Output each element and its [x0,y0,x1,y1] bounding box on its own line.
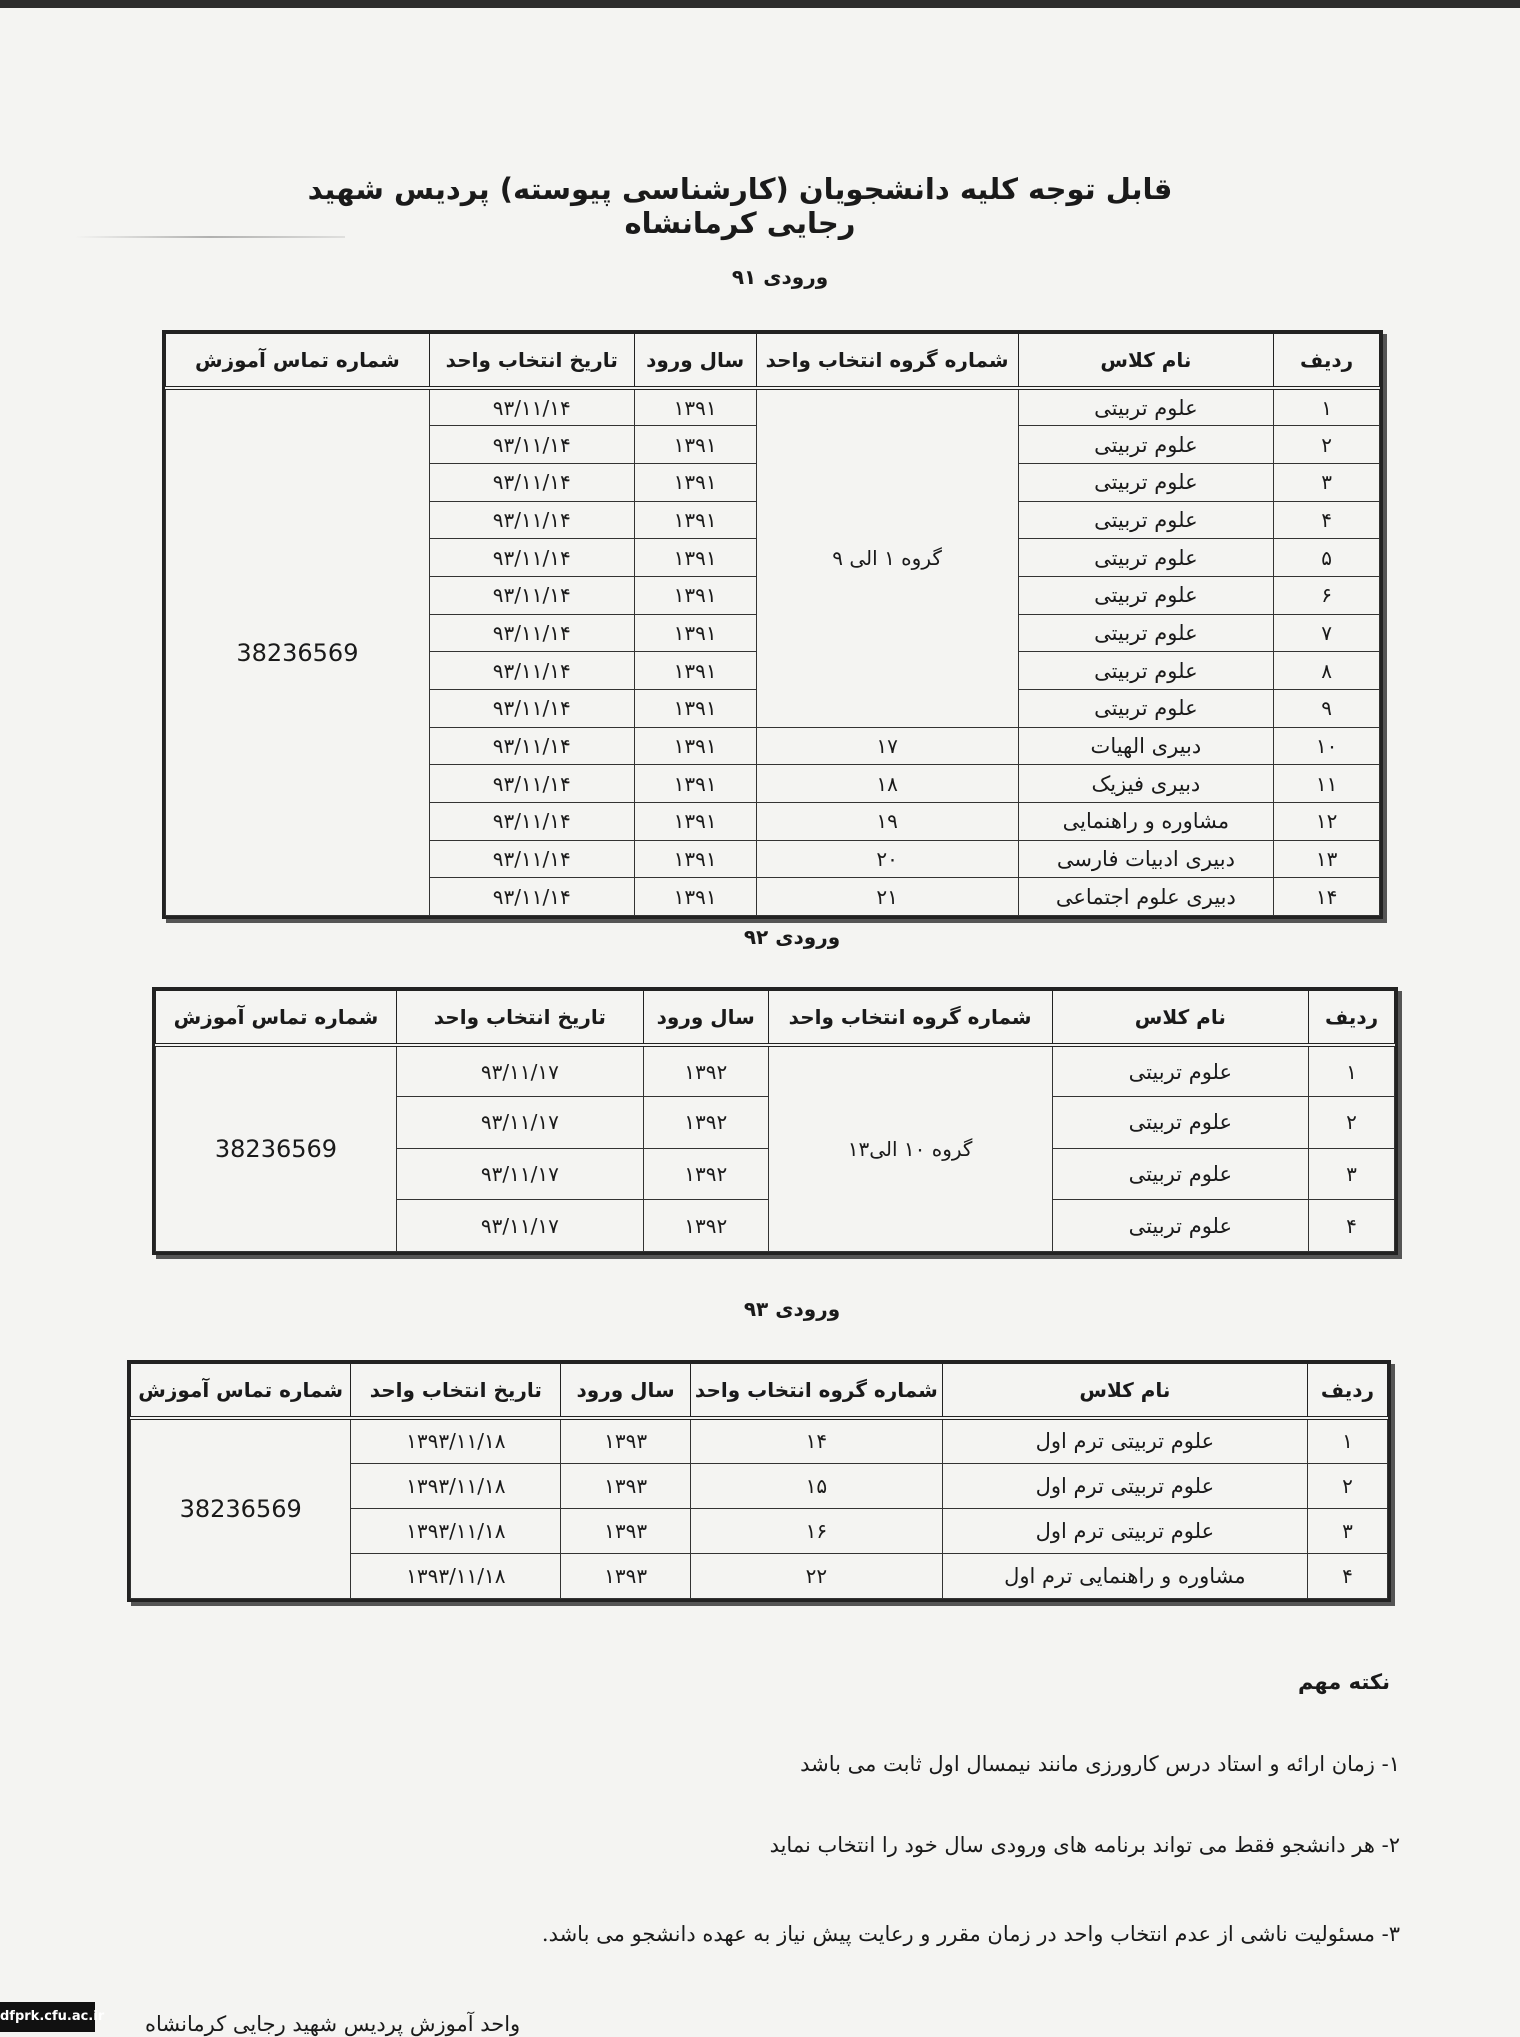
page-title: قابل توجه کلیه دانشجویان (کارشناسی پیوسته) پردیس شهید رجایی کرمانشاه [307,172,1173,240]
notes-title: نکته مهم [1297,1670,1390,1694]
cell-date: ۹۳/۱۱/۱۴ [429,388,634,426]
cell-class-name: علوم تربیتی [1052,1045,1309,1097]
cell-entry-year: ۱۳۹۲ [643,1097,768,1149]
header-contact: شماره تماس آموزش [166,334,430,389]
cell-group: گروه ۱ الی ۹ [756,388,1018,727]
cell-class-name: علوم تربیتی [1052,1097,1309,1149]
cell-date: ۹۳/۱۱/۱۴ [429,426,634,464]
header-group: شماره گروه انتخاب واحد [768,991,1052,1046]
cell-entry-year: ۱۳۹۱ [634,652,756,690]
cell-class-name: دبیری علوم اجتماعی [1018,878,1274,916]
cell-date: ۹۳/۱۱/۱۷ [396,1200,643,1252]
cell-class-name: علوم تربیتی [1018,652,1274,690]
scan-top-border [0,0,1520,8]
cell-entry-year: ۱۳۹۲ [643,1200,768,1252]
header-date: تاریخ انتخاب واحد [429,334,634,389]
header-date: تاریخ انتخاب واحد [351,1364,561,1419]
cell-group: ۲۱ [756,878,1018,916]
cell-entry-year: ۱۳۹۱ [634,614,756,652]
cell-date: ۹۳/۱۱/۱۴ [429,689,634,727]
cell-entry-year: ۱۳۹۱ [634,388,756,426]
contact-phone: 38236569 [131,1418,351,1599]
cell-entry-year: ۱۳۹۳ [561,1553,691,1598]
cell-entry-year: ۱۳۹۱ [634,878,756,916]
cell-class-name: علوم تربیتی [1018,576,1274,614]
cell-radif: ۳ [1309,1148,1395,1200]
cell-radif: ۹ [1274,689,1380,727]
cell-radif: ۱ [1309,1045,1395,1097]
cell-group: ۱۷ [756,727,1018,765]
cell-radif: ۱۱ [1274,765,1380,803]
cell-class-name: علوم تربیتی [1018,501,1274,539]
cell-entry-year: ۱۳۹۱ [634,463,756,501]
header-contact: شماره تماس آموزش [156,991,397,1046]
cell-date: ۹۳/۱۱/۱۴ [429,614,634,652]
cell-class-name: علوم تربیتی [1052,1200,1309,1252]
header-entry-year: سال ورود [643,991,768,1046]
cell-date: ۱۳۹۳/۱۱/۱۸ [351,1508,561,1553]
cell-date: ۱۳۹۳/۱۱/۱۸ [351,1553,561,1598]
cell-group: ۱۸ [756,765,1018,803]
cell-class-name: علوم تربیتی ترم اول [942,1418,1307,1463]
cell-group: گروه ۱۰ الی۱۳ [768,1045,1052,1252]
cell-radif: ۱۴ [1274,878,1380,916]
contact-phone: 38236569 [156,1045,397,1252]
cell-class-name: علوم تربیتی [1052,1148,1309,1200]
table-entry-91 [162,330,1383,919]
cell-date: ۹۳/۱۱/۱۴ [429,878,634,916]
cell-class-name: مشاوره و راهنمایی ترم اول [942,1553,1307,1598]
cell-class-name: علوم تربیتی ترم اول [942,1508,1307,1553]
cell-date: ۹۳/۱۱/۱۴ [429,727,634,765]
cell-radif: ۳ [1274,463,1380,501]
cell-entry-year: ۱۳۹۳ [561,1418,691,1463]
cell-class-name: دبیری الهیات [1018,727,1274,765]
cell-date: ۹۳/۱۱/۱۷ [396,1045,643,1097]
contact-phone: 38236569 [166,388,430,916]
table-entry-92 [152,987,1398,1255]
cell-class-name: مشاوره و راهنمایی [1018,802,1274,840]
header-class-name: نام کلاس [942,1364,1307,1419]
cell-radif: ۱۳ [1274,840,1380,878]
header-entry-year: سال ورود [634,334,756,389]
table-entry-93 [127,1360,1391,1602]
cell-date: ۹۳/۱۱/۱۴ [429,802,634,840]
cell-entry-year: ۱۳۹۱ [634,840,756,878]
cell-radif: ۳ [1307,1508,1387,1553]
section-title-92: ورودی ۹۲ [743,925,841,949]
cell-class-name: علوم تربیتی [1018,689,1274,727]
cell-radif: ۲ [1274,426,1380,464]
cell-date: ۹۳/۱۱/۱۴ [429,652,634,690]
header-entry-year: سال ورود [561,1364,691,1419]
cell-radif: ۱۲ [1274,802,1380,840]
footer-signature: واحد آموزش پردیس شهید رجایی کرمانشاه [145,2012,521,2036]
cell-group: ۲۲ [690,1553,942,1598]
cell-group: ۱۶ [690,1508,942,1553]
cell-radif: ۴ [1274,501,1380,539]
table-row [156,1045,1395,1097]
header-class-name: نام کلاس [1052,991,1309,1046]
header-group: شماره گروه انتخاب واحد [690,1364,942,1419]
header-contact: شماره تماس آموزش [131,1364,351,1419]
cell-radif: ۵ [1274,539,1380,577]
header-radif: ردیف [1274,334,1380,389]
cell-entry-year: ۱۳۹۳ [561,1508,691,1553]
table-header-row [131,1364,1388,1419]
note-item: ۱- زمان ارائه و استاد درس کارورزی مانند نیمسال اول ثابت می باشد [800,1752,1400,1776]
cell-class-name: علوم تربیتی ترم اول [942,1463,1307,1508]
cell-radif: ۷ [1274,614,1380,652]
table-header-row [156,991,1395,1046]
cell-entry-year: ۱۳۹۲ [643,1045,768,1097]
note-item: ۲- هر دانشجو فقط می تواند برنامه های ورودی سال خود را انتخاب نماید [769,1833,1400,1857]
cell-entry-year: ۱۳۹۳ [561,1463,691,1508]
cell-entry-year: ۱۳۹۱ [634,727,756,765]
header-date: تاریخ انتخاب واحد [396,991,643,1046]
cell-radif: ۶ [1274,576,1380,614]
cell-class-name: دبیری ادبیات فارسی [1018,840,1274,878]
cell-class-name: علوم تربیتی [1018,463,1274,501]
watermark-badge[interactable]: dfprk.cfu.ac.ir [0,2002,95,2032]
cell-group: ۱۵ [690,1463,942,1508]
table-header-row [166,334,1380,389]
table-row [131,1418,1388,1463]
cell-entry-year: ۱۳۹۱ [634,802,756,840]
section-title-93: ورودی ۹۳ [743,1297,841,1321]
cell-entry-year: ۱۳۹۱ [634,539,756,577]
cell-date: ۹۳/۱۱/۱۴ [429,840,634,878]
cell-radif: ۴ [1309,1200,1395,1252]
cell-radif: ۸ [1274,652,1380,690]
cell-class-name: علوم تربیتی [1018,539,1274,577]
cell-class-name: علوم تربیتی [1018,388,1274,426]
cell-radif: ۱ [1307,1418,1387,1463]
cell-entry-year: ۱۳۹۲ [643,1148,768,1200]
cell-entry-year: ۱۳۹۱ [634,576,756,614]
cell-radif: ۱۰ [1274,727,1380,765]
note-item: ۳- مسئولیت ناشی از عدم انتخاب واحد در زمان مقرر و رعایت پیش نیاز به عهده دانشجو می باشد. [541,1922,1400,1946]
cell-class-name: دبیری فیزیک [1018,765,1274,803]
header-group: شماره گروه انتخاب واحد [756,334,1018,389]
table-row [166,388,1380,426]
cell-radif: ۱ [1274,388,1380,426]
cell-entry-year: ۱۳۹۱ [634,426,756,464]
cell-group: ۱۹ [756,802,1018,840]
cell-date: ۹۳/۱۱/۱۴ [429,463,634,501]
cell-date: ۹۳/۱۱/۱۷ [396,1148,643,1200]
cell-date: ۹۳/۱۱/۱۴ [429,539,634,577]
section-title-91: ورودی ۹۱ [731,265,829,289]
cell-radif: ۲ [1309,1097,1395,1149]
cell-class-name: علوم تربیتی [1018,426,1274,464]
cell-group: ۲۰ [756,840,1018,878]
cell-date: ۱۳۹۳/۱۱/۱۸ [351,1418,561,1463]
header-class-name: نام کلاس [1018,334,1274,389]
cell-date: ۹۳/۱۱/۱۴ [429,501,634,539]
cell-date: ۹۳/۱۱/۱۷ [396,1097,643,1149]
cell-entry-year: ۱۳۹۱ [634,501,756,539]
cell-date: ۱۳۹۳/۱۱/۱۸ [351,1463,561,1508]
cell-group: ۱۴ [690,1418,942,1463]
header-radif: ردیف [1307,1364,1387,1419]
cell-radif: ۲ [1307,1463,1387,1508]
cell-entry-year: ۱۳۹۱ [634,689,756,727]
cell-radif: ۴ [1307,1553,1387,1598]
cell-class-name: علوم تربیتی [1018,614,1274,652]
cell-entry-year: ۱۳۹۱ [634,765,756,803]
header-radif: ردیف [1309,991,1395,1046]
cell-date: ۹۳/۱۱/۱۴ [429,765,634,803]
cell-date: ۹۳/۱۱/۱۴ [429,576,634,614]
